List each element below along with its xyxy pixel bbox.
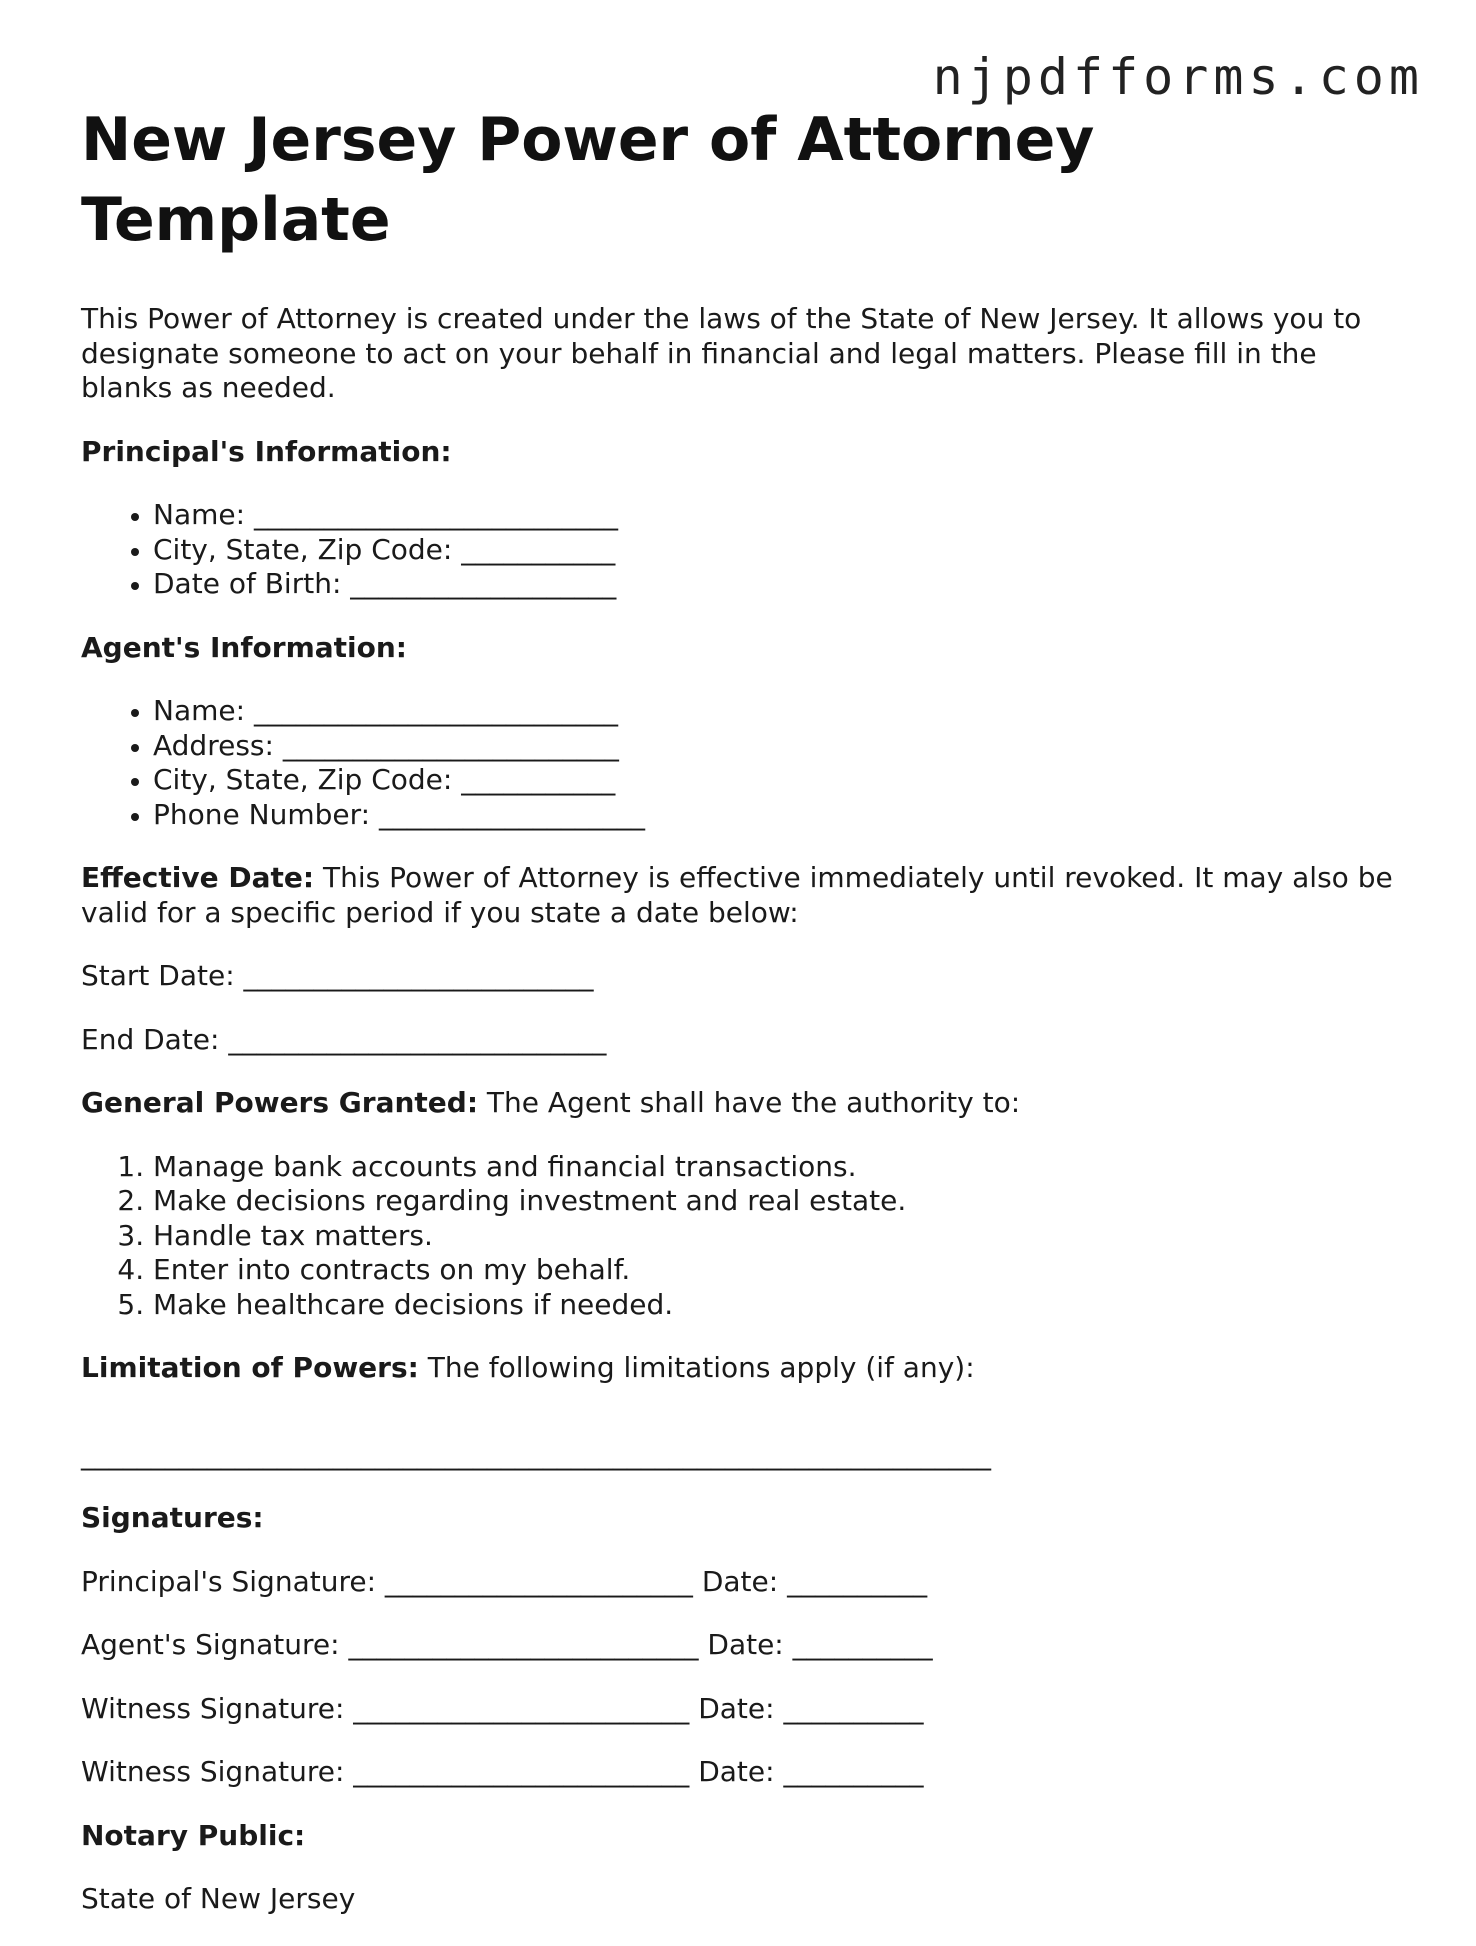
power-item: 2. Make decisions regarding investment and real estate. <box>153 1184 1411 1219</box>
witness-signature-field[interactable]: Witness Signature: ________________________ Date: __________ <box>81 1755 924 1788</box>
powers-text: The Agent shall have the authority to: <box>478 1086 1021 1119</box>
effective-text: This Power of Attorney is effective immediately until revoked. It may also be valid for a specific period if you state a date below: <box>81 861 1393 929</box>
principal-signature-field[interactable]: Principal's Signature: ______________________ Date: __________ <box>81 1564 928 1598</box>
powers-list <box>81 1150 1411 1323</box>
start-date-field[interactable]: Start Date: _________________________ <box>81 959 594 992</box>
limitations-heading: Limitation of Powers: <box>81 1351 419 1384</box>
agent-phone-field[interactable]: • Phone Number: ___________________ <box>153 798 1411 833</box>
principal-dob-field[interactable]: • Date of Birth: ___________________ <box>153 567 1411 602</box>
notary-heading: Notary Public: <box>81 1818 306 1852</box>
witness-signature-field[interactable]: Witness Signature: ________________________ Date: __________ <box>81 1691 924 1725</box>
agent-address-field[interactable]: • Address: ________________________ <box>153 729 1411 764</box>
agent-list <box>81 694 1411 832</box>
power-item: 3. Handle tax matters. <box>153 1219 1411 1254</box>
agent-name-field[interactable]: • Name: __________________________ <box>153 694 1411 729</box>
principal-heading: Principal's Information: <box>81 434 452 468</box>
power-item: 5. Make healthcare decisions if needed. <box>153 1288 1411 1323</box>
notary-section <box>81 1819 1411 1854</box>
effective-heading: Effective Date: <box>81 861 315 894</box>
principal-name-field[interactable]: • Name: __________________________ <box>153 498 1411 533</box>
document-page <box>81 100 1411 1946</box>
agent-section <box>81 631 1411 666</box>
power-item: 4. Enter into contracts on my behalf. <box>153 1253 1411 1288</box>
end-date-field[interactable]: End Date: ___________________________ <box>81 1022 607 1056</box>
agent-heading: Agent's Information: <box>81 630 408 664</box>
principal-city-field[interactable]: • City, State, Zip Code: ___________ <box>153 533 1411 568</box>
signatures-heading: Signatures: <box>81 1501 264 1534</box>
principal-section <box>81 435 1411 470</box>
limitations-paragraph <box>81 1351 1411 1386</box>
agent-signature-field[interactable]: Agent's Signature: _________________________ Date: __________ <box>81 1628 933 1661</box>
limitations-field[interactable]: _________________________________________________________________ <box>81 1437 991 1471</box>
site-watermark: njpdfforms.com <box>932 48 1424 106</box>
limitations-text: The following limitations apply (if any): <box>418 1351 975 1384</box>
notary-state: State of New Jersey <box>81 1882 356 1915</box>
signatures-section <box>81 1501 1411 1536</box>
powers-heading: General Powers Granted: <box>81 1086 479 1119</box>
agent-city-field[interactable]: • City, State, Zip Code: ___________ <box>153 763 1411 798</box>
page-title: New Jersey Power of Attorney Template <box>81 105 1095 255</box>
intro-paragraph: This Power of Attorney is created under the laws of the State of New Jersey. It allows you to designate someone to act on your behalf in financial and legal matters. Please fill in the blanks as needed. <box>81 302 1362 404</box>
power-item: 1. Manage bank accounts and financial transactions. <box>153 1150 1411 1185</box>
powers-paragraph <box>81 1086 1411 1121</box>
effective-date-paragraph <box>81 861 1411 930</box>
principal-list <box>81 498 1411 602</box>
